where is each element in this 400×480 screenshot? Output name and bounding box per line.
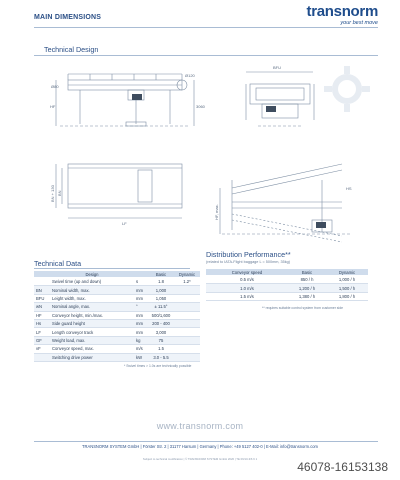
- design-rule: [34, 55, 378, 56]
- data-rule: [34, 268, 190, 269]
- table-cell: Weight load, max.: [50, 336, 134, 344]
- label-3060: 3060: [196, 104, 205, 109]
- section-distribution: Distribution Performance**: [206, 250, 291, 259]
- distribution-footnote: ** requires suitable control system from customer side: [262, 306, 344, 310]
- table-row: [34, 328, 200, 336]
- table-cell: Conveyor height, min./max.: [50, 311, 134, 319]
- label-d120: Ø120: [185, 73, 195, 78]
- table-cell: vF: [34, 345, 50, 353]
- technical-data-footnote: * Swivel times > 1.0s are technically possible: [124, 364, 192, 368]
- table-row: [34, 353, 200, 361]
- table-cell: LF: [34, 328, 50, 336]
- table-cell: Side guard height: [50, 319, 134, 327]
- footer-legal: Subject to technical modification | © TRANSNORM SYSTEM GmbH 2020 | TE 06/10-3/6 6 1: [142, 457, 258, 461]
- table-cell: Length conveyor track: [50, 328, 134, 336]
- label-lf: LF: [122, 221, 127, 226]
- brand-logo: [307, 4, 378, 27]
- table-cell: Swivel time (up and down): [50, 278, 134, 286]
- distribution-table: [206, 269, 368, 301]
- label-bn: BN: [57, 190, 62, 196]
- table-cell: [174, 319, 200, 327]
- section-technical-data: Technical Data: [34, 259, 82, 268]
- table-cell: ± 11.5°: [148, 303, 174, 311]
- table-cell: 1,200 / h: [288, 284, 326, 292]
- table-cell: 1.8: [148, 278, 174, 286]
- table-cell: °: [134, 303, 148, 311]
- table-cell: 1,000 / h: [326, 276, 368, 284]
- reference-number: 46078-16153138: [297, 460, 388, 474]
- table-cell: 1,000: [148, 286, 174, 294]
- table-cell: BN: [34, 286, 50, 294]
- table-row: [34, 286, 200, 294]
- header-cell: Dynamic: [174, 271, 200, 278]
- table-cell: [174, 294, 200, 302]
- table-row: [34, 336, 200, 344]
- table-cell: [174, 311, 200, 319]
- header-rule: [34, 27, 378, 28]
- table-cell: 1.5 m/s: [206, 292, 288, 300]
- brand-name: transnorm: [306, 3, 378, 20]
- header-cell: Basic: [148, 271, 174, 278]
- table-row: [34, 319, 200, 327]
- table-cell: HF: [34, 311, 50, 319]
- header-cell: Basic: [288, 269, 326, 276]
- table-cell: mm: [134, 286, 148, 294]
- table-row: [206, 284, 368, 292]
- distribution-note: (related to IATA-Flight baggage L = 500mm, 35kg): [206, 260, 291, 264]
- header-cell: Design: [50, 271, 134, 278]
- table-cell: mm: [134, 311, 148, 319]
- table-cell: BFU: [34, 294, 50, 302]
- section-technical-design: Technical Design: [44, 45, 99, 54]
- table-cell: m/s: [134, 345, 148, 353]
- table-cell: mm: [134, 294, 148, 302]
- table-row: [34, 303, 200, 311]
- table-cell: Switching drive power: [50, 353, 134, 361]
- footer-contact: TRANSNORM SYSTEM GmbH | Förster Str. 2 | 31177 Harsum | Germany | Phone: +49 5127 402-0 | E-Mail: info@transnorm.com: [82, 444, 318, 449]
- table-cell: 75: [148, 336, 174, 344]
- table-cell: 0.5 m/s: [206, 276, 288, 284]
- table-row: [206, 292, 368, 300]
- table-row: [34, 294, 200, 302]
- table-row: [34, 345, 200, 353]
- header-cell: Conveyor speed: [206, 269, 288, 276]
- table-row: [34, 278, 200, 286]
- gear-icon: [322, 64, 372, 114]
- table-cell: [174, 303, 200, 311]
- table-cell: mm: [134, 319, 148, 327]
- table-cell: [174, 328, 200, 336]
- table-cell: [174, 286, 200, 294]
- table-cell: 3.0 - 5.5: [148, 353, 174, 361]
- table-cell: Conveyor speed, max.: [50, 345, 134, 353]
- table-cell: 850 / h: [288, 276, 326, 284]
- table-cell: [34, 278, 50, 286]
- label-d80: Ø80: [51, 84, 59, 89]
- label-hs: HS: [346, 186, 352, 191]
- table-cell: Nominal angle, max.: [50, 303, 134, 311]
- table-row: [206, 276, 368, 284]
- table-cell: 1,800 / h: [326, 292, 368, 300]
- table-cell: kg: [134, 336, 148, 344]
- table-cell: s: [134, 278, 148, 286]
- table-cell: Nominal width, max.: [50, 286, 134, 294]
- table-cell: [174, 345, 200, 353]
- table-cell: 1.0 m/s: [206, 284, 288, 292]
- table-cell: GF: [34, 336, 50, 344]
- label-bn130: BN + 130: [50, 185, 55, 202]
- top-view-drawing: [50, 158, 200, 228]
- swivel-view-drawing: [212, 150, 362, 240]
- table-cell: [174, 336, 200, 344]
- technical-data-table: [34, 271, 200, 362]
- table-cell: 200 - 400: [148, 319, 174, 327]
- header-cell: Dynamic: [326, 269, 368, 276]
- table-cell: Leight width, max.: [50, 294, 134, 302]
- table-cell: 3,000: [148, 328, 174, 336]
- table-cell: 1,050: [148, 294, 174, 302]
- label-hfmax: HF, max.: [214, 204, 219, 220]
- side-view-drawing: [50, 64, 205, 144]
- table-row: [34, 311, 200, 319]
- table-cell: 1.2*: [174, 278, 200, 286]
- table-cell: 1,380 / h: [288, 292, 326, 300]
- table-cell: wN: [34, 303, 50, 311]
- page-title: MAIN DIMENSIONS: [34, 14, 102, 21]
- table-cell: Hs: [34, 319, 50, 327]
- table-cell: 1.5: [148, 345, 174, 353]
- label-hf: HF: [50, 104, 56, 109]
- label-bfu: BFU: [273, 65, 281, 70]
- end-view-drawing: [238, 62, 323, 142]
- table-cell: [174, 353, 200, 361]
- brand-tagline: your best move: [340, 20, 378, 26]
- table-cell: kW: [134, 353, 148, 361]
- footer-rule: [34, 441, 378, 442]
- table-cell: mm: [134, 328, 148, 336]
- table-cell: [34, 353, 50, 361]
- table-cell: 500/1,600: [148, 311, 174, 319]
- table-cell: 1,500 / h: [326, 284, 368, 292]
- website-link[interactable]: www.transnorm.com: [156, 421, 244, 431]
